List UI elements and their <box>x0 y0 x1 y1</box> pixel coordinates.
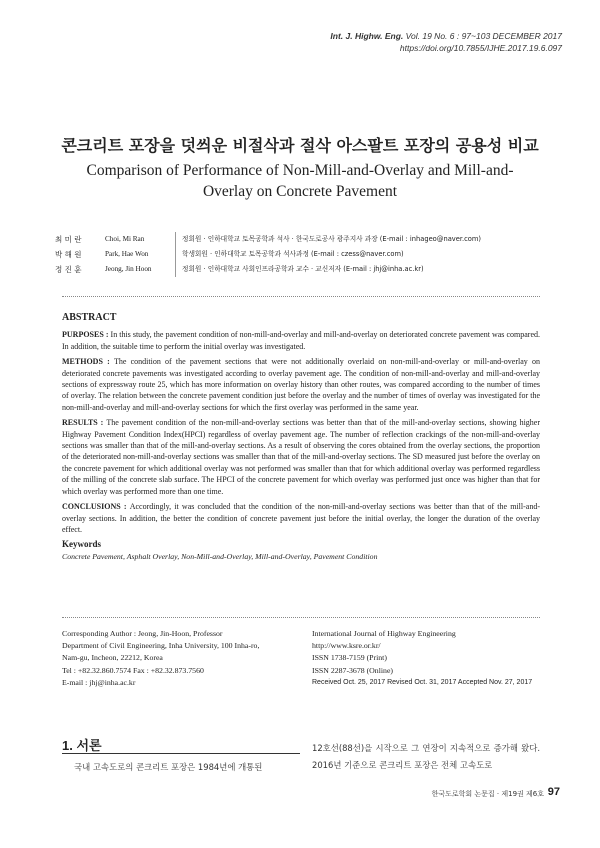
section-number: 1. <box>62 738 77 753</box>
purposes-text: In this study, the pavement condition of non-mill-and-overlay and mill-and-overlay on deteriorated concrete pavement was compared. In addition, the suitable time to perform the initial overlay was investigated. <box>62 330 541 351</box>
intro-paragraph-col2: 12호선(88선)을 시작으로 그 연장이 지속적으로 증가해 왔다. 2016년 기준으로 콘크리트 포장은 전체 고속도로 <box>312 743 540 770</box>
author-name-english: Choi, Mi Ran <box>105 235 145 243</box>
journal-volume: Vol. 19 No. 6 : 97~103 DECEMBER 2017 <box>403 31 562 41</box>
abstract-results <box>62 417 540 497</box>
abstract-conclusions <box>62 501 540 535</box>
author-affiliation: 학생회원 · 인하대학교 토목공학과 석사과정 (E-mail : czess@naver.com) <box>175 247 600 262</box>
section-title: 서론 <box>76 739 102 754</box>
author-name-korean: 최 미 란 <box>55 235 82 244</box>
corresponding-line: Corresponding Author : Jeong, Jin-Hoon, Professor <box>62 629 223 638</box>
author-name-english: Jeong, Jin Hoon <box>105 265 152 273</box>
corresponding-line: Nam-gu, Incheon, 22212, Korea <box>62 653 163 663</box>
results-text: The pavement condition of the non-mill-and-overlay sections was better than that of the mill-and-overlay sections, showing higher Highway Pavement Condition Index(HPCI) regardless of overlay pavement age. The number of reflection crackings of the non-mill-and-overlay sections was smaller than that of the mill-and-overlay sections. As a result of observing the cores obtained from the overlay sections, the proportion of the deteriorated non-mill-and-overlay sections was smaller than that of the mill-and-overlay sections. The SD measured just before the overlay on the concrete pavement for which additional overlay was not performed was smaller than that for which additional overlay was performed regardless of the milling of the concrete slab surface. The HPCI of the concrete pavement for which overlay was performed just once was higher than that for which overlay was performed more than one time. <box>62 418 541 496</box>
corresponding-line: Department of Civil Engineering, Inha University, 100 Inha-ro, <box>62 641 260 651</box>
results-label: RESULTS : <box>62 418 107 428</box>
publication-line: ISSN 1738-7159 (Print) <box>312 653 387 663</box>
abstract-purposes <box>62 329 540 352</box>
conclusions-text: Accordingly, it was concluded that the condition of the non-mill-and-overlay sections was better than that of the mill-and-overlay sections. In addition, the better the condition of concrete pavement just before the initial overlay, the longer the duration of the overlay effect. <box>62 502 541 534</box>
publication-line: ISSN 2287-3678 (Online) <box>312 665 393 675</box>
author-row <box>55 262 600 277</box>
methods-label: METHODS : <box>62 357 114 367</box>
title-english: Comparison of Performance of Non-Mill-and-Overlay and Mill-and-Overlay on Concrete Pavement <box>86 162 514 200</box>
page-number: 97 <box>547 786 560 798</box>
keywords-heading: Keywords <box>62 539 101 550</box>
purposes-label: PURPOSES : <box>62 330 111 340</box>
publication-info-block <box>312 628 532 689</box>
title-korean: 콘크리트 포장을 덧씌운 비절삭과 절삭 아스팔트 포장의 공용성 비교 <box>61 136 539 155</box>
intro-paragraph-col1: 국내 고속도로의 콘크리트 포장은 1984년에 개통된 <box>74 762 263 772</box>
methods-text: The condition of the pavement sections that were not additionally overlaid on non-mill-and-overlay or mill-and-overlay on deteriorated concrete pavements was investigated according to overlay pavement age. The condition of non-mill-and-overlay and mill-and-overlay sections of expressway route 25, which has more information on overlay history than other routes, was compared according to the number of times of overlay. The relation between the concrete pavement condition just before the overlay and the number of times of overlay was investigated for the non-mill-and-overlay and mill-and-overlay sections for which the first overlay was performed in the same year. <box>62 357 540 412</box>
author-row <box>55 247 600 262</box>
divider <box>62 296 540 297</box>
section-heading-introduction <box>62 735 102 754</box>
journal-citation <box>330 30 562 54</box>
author-name-korean: 정 진 훈 <box>55 265 82 274</box>
divider <box>62 617 540 618</box>
footer-journal-name: 한국도로학회 논문집 · 제19권 제6호 <box>431 790 544 798</box>
corresponding-author-block <box>62 628 259 689</box>
publication-line: International Journal of Highway Engineering <box>312 629 456 638</box>
conclusions-label: CONCLUSIONS : <box>62 502 130 512</box>
author-name-korean: 박 해 원 <box>55 250 82 259</box>
corresponding-email: E-mail : jhj@inha.ac.kr <box>62 677 136 687</box>
corresponding-line: Tel : +82.32.860.7574 Fax : +82.32.873.7560 <box>62 665 204 675</box>
heading-rule <box>62 753 300 754</box>
author-list <box>55 232 600 277</box>
keywords-list: Concrete Pavement, Asphalt Overlay, Non-Mill-and-Overlay, Mill-and-Overlay, Pavement Condition <box>62 551 378 561</box>
abstract-heading: ABSTRACT <box>62 312 117 323</box>
author-affiliation: 정회원 · 인하대학교 사회인프라공학과 교수 · 교신저자 (E-mail : jhj@inha.ac.kr) <box>175 262 600 277</box>
received-dates: Received Oct. 25, 2017 Revised Oct. 31, 2017 Accepted Nov. 27, 2017 <box>312 678 533 686</box>
author-row <box>55 232 600 247</box>
abstract-methods <box>62 356 540 413</box>
author-name-english: Park, Hae Won <box>105 250 149 258</box>
journal-name: Int. J. Highw. Eng. <box>330 31 404 41</box>
doi-link[interactable]: https://doi.org/10.7855/IJHE.2017.19.6.097 <box>399 43 562 53</box>
author-affiliation: 정회원 · 인하대학교 토목공학과 석사 · 한국도로공사 광주지사 과장 (E-mail : inhageo@naver.com) <box>175 232 600 247</box>
abstract-section <box>62 312 540 562</box>
journal-url[interactable]: http://www.ksre.or.kr/ <box>312 641 381 651</box>
